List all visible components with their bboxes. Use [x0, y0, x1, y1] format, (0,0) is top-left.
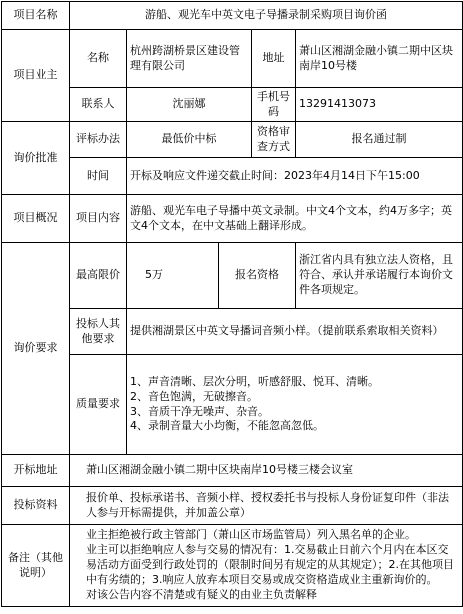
approval-method-label: 评标办法 [70, 122, 127, 158]
opening-value: 萧山区湘湖金融小镇二期中区块南岸10号楼三楼会议室 [70, 455, 463, 487]
quality-item: 2、音色饱满，无破擦音。 [130, 389, 258, 403]
owner-name-value: 杭州跨湖桥景区建设管理有限公司 [127, 30, 252, 88]
notes-line: 业主可以拒绝响应人参与交易的情况有：1.交易截止日前六个月内在本区交易活动方面受到行政处罚的（限制时间另有规定的从其规定）；2.在其他项目中有劣绩的；3.响应人放弃本项目交易或成交资格造成业主重新询价的。 [86, 543, 454, 586]
inquiry-table [1, 1, 463, 607]
requirements-limit-value: 5万 [127, 243, 219, 309]
owner-contact-label: 联系人 [70, 88, 127, 122]
approval-method-value: 最低价中标 [127, 122, 252, 158]
owner-phone-label: 手机号码 [252, 88, 296, 122]
project-name-value: 游船、观光车中英文电子导播录制采购项目询价函 [70, 2, 463, 30]
project-name-label: 项目名称 [2, 2, 70, 30]
overview-content-value: 游船、观光车电子导播中英文录制。中文4个文本，约4万多字；英文4个文本，在中文基础上翻译形成。 [127, 195, 463, 243]
owner-address-value: 萧山区湘湖金融小镇二期中区块南岸10号楼 [296, 30, 463, 88]
approval-section-label: 询价批准 [2, 122, 70, 195]
opening-label: 开标地址 [2, 455, 70, 487]
requirements-other-label: 投标人其他要求 [70, 309, 127, 355]
owner-phone-value: 13291413073 [296, 88, 463, 122]
notes-content [70, 525, 463, 607]
notes-label: 备注（其他说明） [2, 525, 70, 607]
requirements-reg-label: 报名资格 [219, 243, 296, 309]
requirements-section-label: 询价要求 [2, 243, 70, 455]
approval-qual-label: 资格审查方式 [252, 122, 296, 158]
owner-contact-value: 沈丽娜 [127, 88, 252, 122]
notes-line: 业主拒绝被行政主管部门（萧山区市场监管局）列入黑名单的企业。 [86, 528, 416, 542]
requirements-quality-list [127, 355, 463, 455]
requirements-limit-label: 最高限价 [70, 243, 127, 309]
owner-name-label: 名称 [70, 30, 127, 88]
requirements-reg-value: 浙江省内具有独立法人资格，且符合、承认并承诺履行本询价文件各项规定。 [296, 243, 463, 309]
quality-item: 4、录制音量大小均衡，不能忽高忽低。 [130, 419, 324, 433]
overview-content-label: 项目内容 [70, 195, 127, 243]
requirements-quality-label: 质量要求 [70, 355, 127, 455]
quality-item: 1、声音清晰、层次分明，听感舒服、悦耳、清晰。 [130, 374, 379, 388]
overview-section-label: 项目概况 [2, 195, 70, 243]
materials-label: 投标资料 [2, 487, 70, 525]
owner-section-label: 项目业主 [2, 30, 70, 122]
quality-item: 3、音质干净无噪声、杂音。 [130, 404, 269, 418]
requirements-other-value: 提供湘湖景区中英文导播词音频小样。（提前联系索取相关资料） [127, 309, 463, 355]
materials-value: 报价单、投标承诺书、音频小样、授权委托书与投标人身份证复印件（非法人参与开标需提供，并加盖公章） [70, 487, 463, 525]
approval-qual-value: 报名通过制 [296, 122, 463, 158]
owner-address-label: 地址 [252, 30, 296, 88]
approval-time-label: 时间 [70, 158, 127, 195]
notes-line: 对该公告内容不清楚或有疑义的由业主负责解释 [86, 587, 317, 601]
approval-time-value: 开标及响应文件递交截止时间：2023年4月14日下午15:00 [127, 158, 463, 195]
